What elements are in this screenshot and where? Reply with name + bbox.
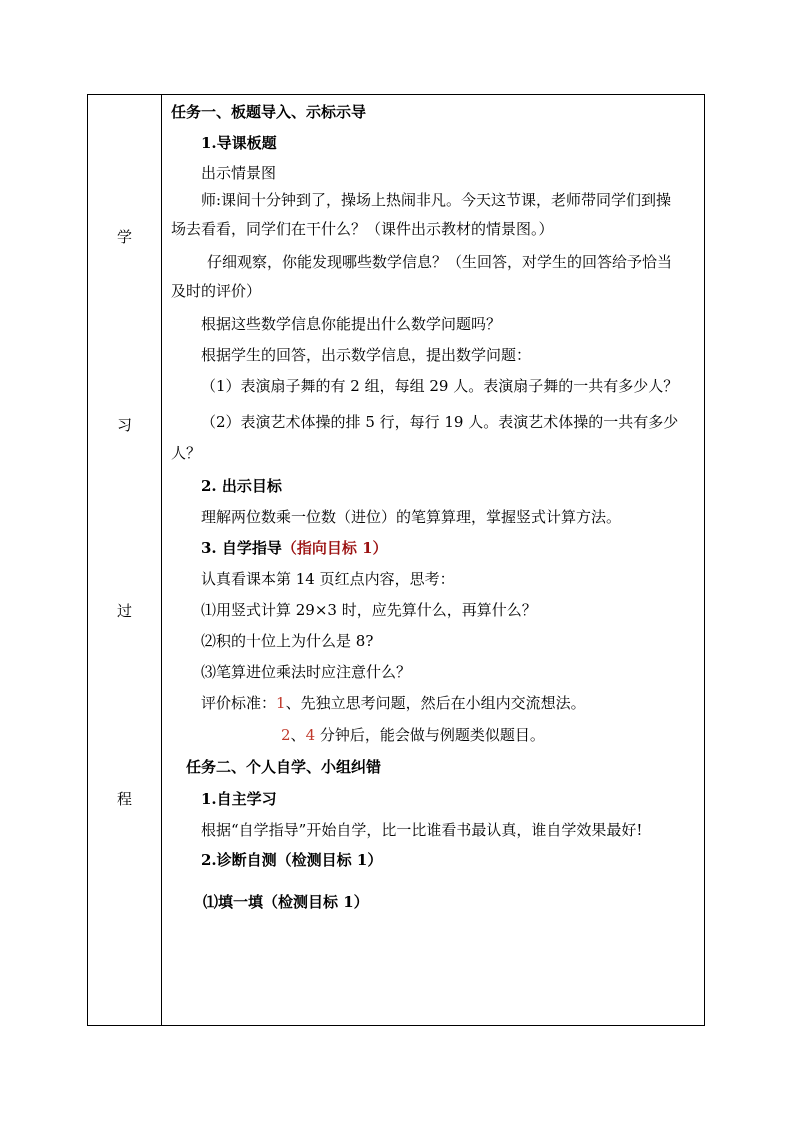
eval-text-1: 、先独立思考问题，然后在小组内交流想法。 [285,694,586,712]
task1-s1-line3: 场去看看，同学们在干什么？（课件出示教材的情景图。） [171,220,554,238]
task1-s3-title [201,538,388,558]
eval-sep-2: 、 [290,726,306,744]
task1-s3-eval2 [281,725,545,745]
task1-s1-line2: 师:课间十分钟到了，操场上热闹非凡。今天这节课，老师带同学们到操 [201,191,672,209]
eval-prefix: 评价标准： [201,694,277,712]
eval-num-4: 4 [305,726,316,744]
eval-num-1: 1 [276,694,286,712]
task1-s3-title-text: 3. 自学指导 [201,539,282,557]
task1-s2-title: 2. 出示目标 [201,477,282,495]
task1-s2-line1: 理解两位数乘一位数（进位）的笔算算理，掌握竖式计算方法。 [201,508,622,526]
eval-num-2: 2 [281,726,291,744]
task1-s1-line8: （1）表演扇子舞的有 2 组，每组 29 人。表演扇子舞的一共有多少人？ [201,377,679,395]
side-label-xi: 习 [116,416,132,434]
task1-s3-line3: ⑵积的十位上为什么是 8? [201,632,374,650]
task2-heading: 任务二、个人自学、小组纠错 [186,758,382,776]
task1-s3-line1: 认真看课本第 14 页红点内容，思考： [201,570,455,588]
side-label-guo: 过 [116,602,132,620]
task1-heading: 任务一、板题导入、示标示导 [171,103,367,121]
side-label-cheng: 程 [116,790,132,808]
side-label-xue: 学 [116,228,132,246]
task1-s1-line5: 及时的评价） [171,282,262,300]
task2-s1-line1: 根据“自学指导”开始自学，比一比谁看书最认真，谁自学效果最好! [201,821,643,839]
task1-s3-line2: ⑴用竖式计算 29×3 时，应先算什么，再算什么？ [201,601,537,619]
task1-s3-eval1 [201,693,586,713]
task1-s1-line1: 出示情景图 [201,164,277,182]
task2-s1-title: 1.自主学习 [201,790,277,808]
task1-s1-line7: 根据学生的回答，出示数学信息，提出数学问题： [201,346,532,364]
task1-s3-line4: ⑶笔算进位乘法时应注意什么？ [201,663,412,681]
task1-s1-line6: 根据这些数学信息你能提出什么数学问题吗？ [201,315,502,333]
task1-s3-title-target: （指向目标 1） [281,539,388,557]
task2-s2-title: 2.诊断自测（检测目标 1） [201,851,383,869]
task1-s1-title: 1.导课板题 [201,134,277,152]
task1-s1-line9: （2）表演艺术体操的排 5 行，每行 19 人。表演艺术体操的一共有多少 [201,413,679,431]
lesson-table [87,94,705,1026]
task2-s2-sub: ⑴填一填（检测目标 1） [203,893,369,911]
eval-text-2: 分钟后，能会做与例题类似题目。 [315,726,545,744]
task1-s1-line10: 人？ [171,444,202,462]
column-divider [161,95,162,1025]
task1-s1-line4: 仔细观察，你能发现哪些数学信息？（生回答，对学生的回答给予恰当 [207,253,673,271]
